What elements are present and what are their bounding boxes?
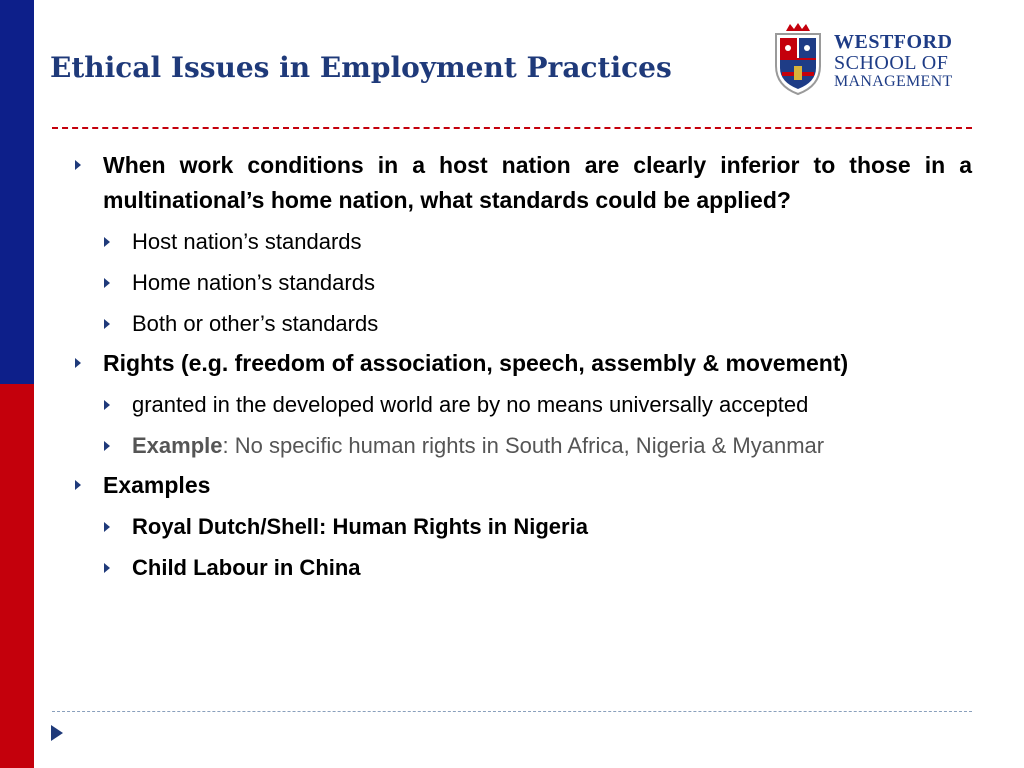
sub-bullet <box>72 388 972 422</box>
header-divider <box>52 127 972 129</box>
slide-body <box>72 148 972 585</box>
side-bar-blue <box>0 0 36 384</box>
sub-bullet <box>72 266 972 300</box>
sub-bullet-example <box>72 429 972 463</box>
triangle-bullet-icon <box>104 278 110 288</box>
sub-bullet <box>72 225 972 259</box>
triangle-bullet-icon <box>75 480 81 490</box>
triangle-bullet-icon <box>104 441 110 451</box>
school-logo <box>772 22 972 98</box>
sub-bullet <box>72 551 972 585</box>
bullet-text: Rights (e.g. freedom of association, speech, assembly & movement) <box>103 350 849 376</box>
bullet-text: Examples <box>103 472 211 498</box>
triangle-bullet-icon <box>104 237 110 247</box>
example-label: Example <box>132 433 223 458</box>
triangle-bullet-icon <box>104 319 110 329</box>
logo-wordmark <box>834 32 953 90</box>
slide-title: Ethical Issues in Employment Practices <box>50 51 672 84</box>
next-slide-icon[interactable] <box>51 725 63 741</box>
triangle-bullet-icon <box>104 400 110 410</box>
sub-bullet <box>72 510 972 544</box>
sub-bullet-text: Home nation’s standards <box>132 270 375 295</box>
bullet-text: When work conditions in a host nation are clearly inferior to those in a multinational’s home nation, what standards could be applied? <box>103 152 972 213</box>
sub-bullet-text: Child Labour in China <box>132 555 361 580</box>
triangle-bullet-icon <box>75 358 81 368</box>
sub-bullet <box>72 307 972 341</box>
side-bar-divider <box>34 0 36 768</box>
example-text: : No specific human rights in South Africa, Nigeria & Myanmar <box>222 433 825 458</box>
sub-bullet-text: Host nation’s standards <box>132 229 362 254</box>
sub-bullet-text: granted in the developed world are by no means universally accepted <box>132 392 809 417</box>
shield-icon <box>772 22 824 96</box>
bullet-rights <box>72 346 972 381</box>
logo-line-2: SCHOOL OF <box>834 52 949 74</box>
sub-bullet-text: Royal Dutch/Shell: Human Rights in Nigeria <box>132 514 588 539</box>
bullet-work-conditions <box>72 148 972 218</box>
side-bar-red <box>0 384 36 768</box>
bullet-examples <box>72 468 972 503</box>
triangle-bullet-icon <box>104 522 110 532</box>
footer-divider <box>52 711 972 712</box>
triangle-bullet-icon <box>75 160 81 170</box>
logo-line-1: WESTFORD <box>834 31 953 53</box>
triangle-bullet-icon <box>104 563 110 573</box>
sub-bullet-text: Both or other’s standards <box>132 311 379 336</box>
logo-line-3: MANAGEMENT <box>834 73 953 90</box>
